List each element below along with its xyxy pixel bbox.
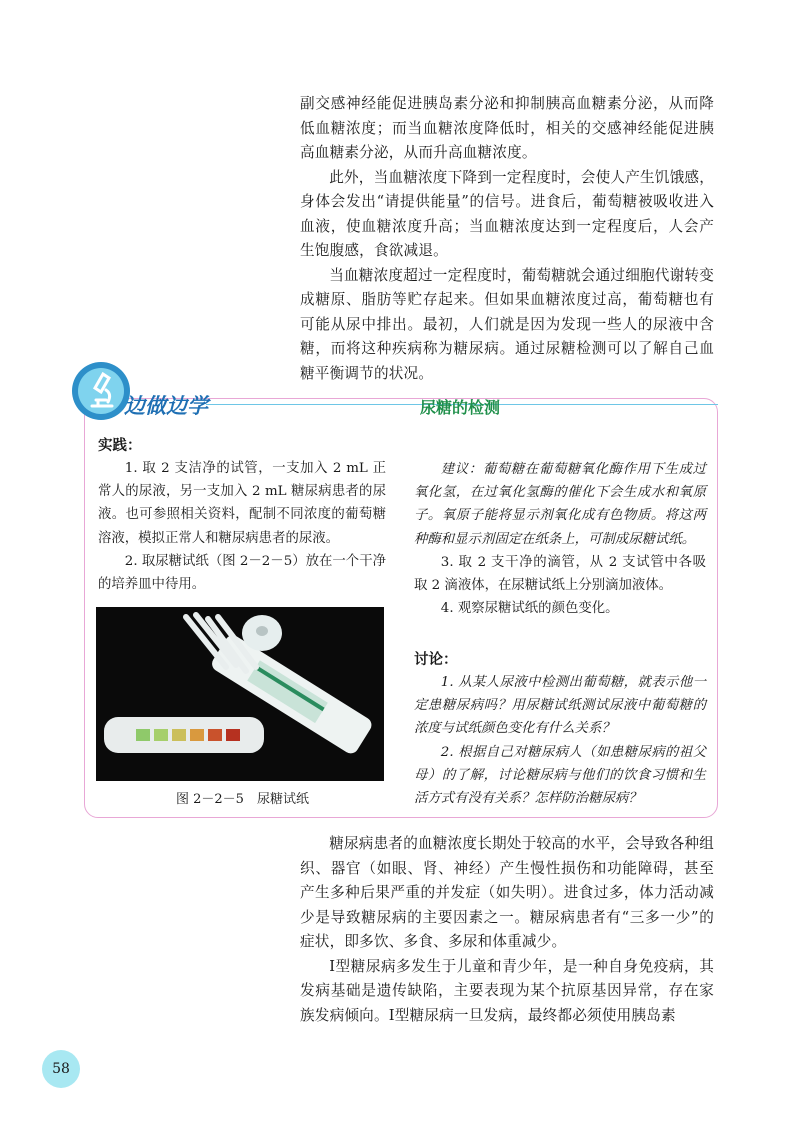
step-2: 2. 取尿糖试纸（图 2－2－5）放在一个干净的培养皿中待用。 <box>98 553 386 593</box>
figure-caption: 图 2－2－5 尿糖试纸 <box>176 792 309 807</box>
discussion-label: 讨论： <box>414 652 458 668</box>
activity-banner: 边做边学 <box>124 394 208 418</box>
step-4: 4. 观察尿糖试纸的颜色变化。 <box>440 601 619 617</box>
step-3: 3. 取 2 支干净的滴管，从 2 支试管中各吸取 2 滴液体，在尿糖试纸上分别滴加液体。 <box>414 554 706 594</box>
suggestion-text: 建议：葡萄糖在葡萄糖氧化酶作用下生成过氧化氢，在过氧化氢酶的催化下会生成水和氧原子。氧原子能将显示剂氧化成有色物质。将这两种酶和显示剂固定在纸条上，可制成尿糖试纸。 <box>414 462 706 547</box>
question-2: 2. 根据自己对糖尿病人（如患糖尿病的祖父母）的了解，讨论糖尿病与他们的饮食习惯和生活方式有没有关系？怎样防治糖尿病？ <box>414 744 706 807</box>
outro-paragraph-1: 糖尿病患者的血糖浓度长期处于较高的水平，会导致各种组织、器官（如眼、肾、神经）产生慢性损伤和功能障碍，甚至产生多种后果严重的并发症（如失明）。进食过多，体力活动减少是导致糖尿病的主要因素之一。糖尿病患者有“三多一少”的症状，即多饮、多食、多尿和体重减少。 <box>300 835 714 950</box>
intro-paragraph-2: 此外，当血糖浓度下降到一定程度时，会使人产生饥饿感，身体会发出“请提供能量”的信号。进食后，葡萄糖被吸收进入血液，使血糖浓度升高；当血糖浓度达到一定程度后，人会产生饱腹感，食欲减退。 <box>300 168 714 259</box>
page-number: 58 <box>42 1050 80 1088</box>
outro-text <box>300 832 714 1028</box>
microscope-badge-icon <box>70 360 132 422</box>
intro-paragraph-3: 当血糖浓度超过一定程度时，葡萄糖就会通过细胞代谢转变成糖原、脂肪等贮存起来。但如果血糖浓度过高，葡萄糖也有可能从尿中排出。最初，人们就是因为发现一些人的尿液中含糖，而将这种疾病称为糖尿病。通过尿糖检测可以了解自己血糖平衡调节的状况。 <box>300 266 714 382</box>
intro-paragraph-1: 副交感神经能促进胰岛素分泌和抑制胰高血糖素分泌，从而降低血糖浓度；而当血糖浓度降低时，相关的交感神经能促进胰高血糖素分泌，从而升高血糖浓度。 <box>300 95 714 161</box>
activity-left-column <box>98 457 386 596</box>
activity-topic: 尿糖的检测 <box>420 398 501 417</box>
activity-right-column <box>414 458 706 620</box>
test-strip-illustration <box>96 607 384 781</box>
outro-paragraph-2: Ⅰ型糖尿病多发生于儿童和青少年，是一种自身免疫病，其发病基础是遗传缺陷，主要表现为某个抗原基因异常，存在家族发病倾向。Ⅰ型糖尿病一旦发病，最终都必须使用胰岛素 <box>300 957 714 1024</box>
urine-test-strip-photo <box>96 607 384 781</box>
discussion-column <box>414 671 706 810</box>
step-1: 1. 取 2 支洁净的试管，一支加入 2 mL 正常人的尿液，另一支加入 2 mL 糖尿病患者的尿液。也可参照相关资料，配制不同浓度的葡萄糖溶液，模拟正常人和糖尿病患者的尿液。 <box>98 461 386 546</box>
intro-text <box>300 92 714 386</box>
practice-label: 实践： <box>98 438 142 454</box>
question-1: 1. 从某人尿液中检测出葡萄糖，就表示他一定患糖尿病吗？用尿糖试纸测试尿液中葡萄糖的浓度与试纸颜色变化有什么关系？ <box>414 675 706 737</box>
